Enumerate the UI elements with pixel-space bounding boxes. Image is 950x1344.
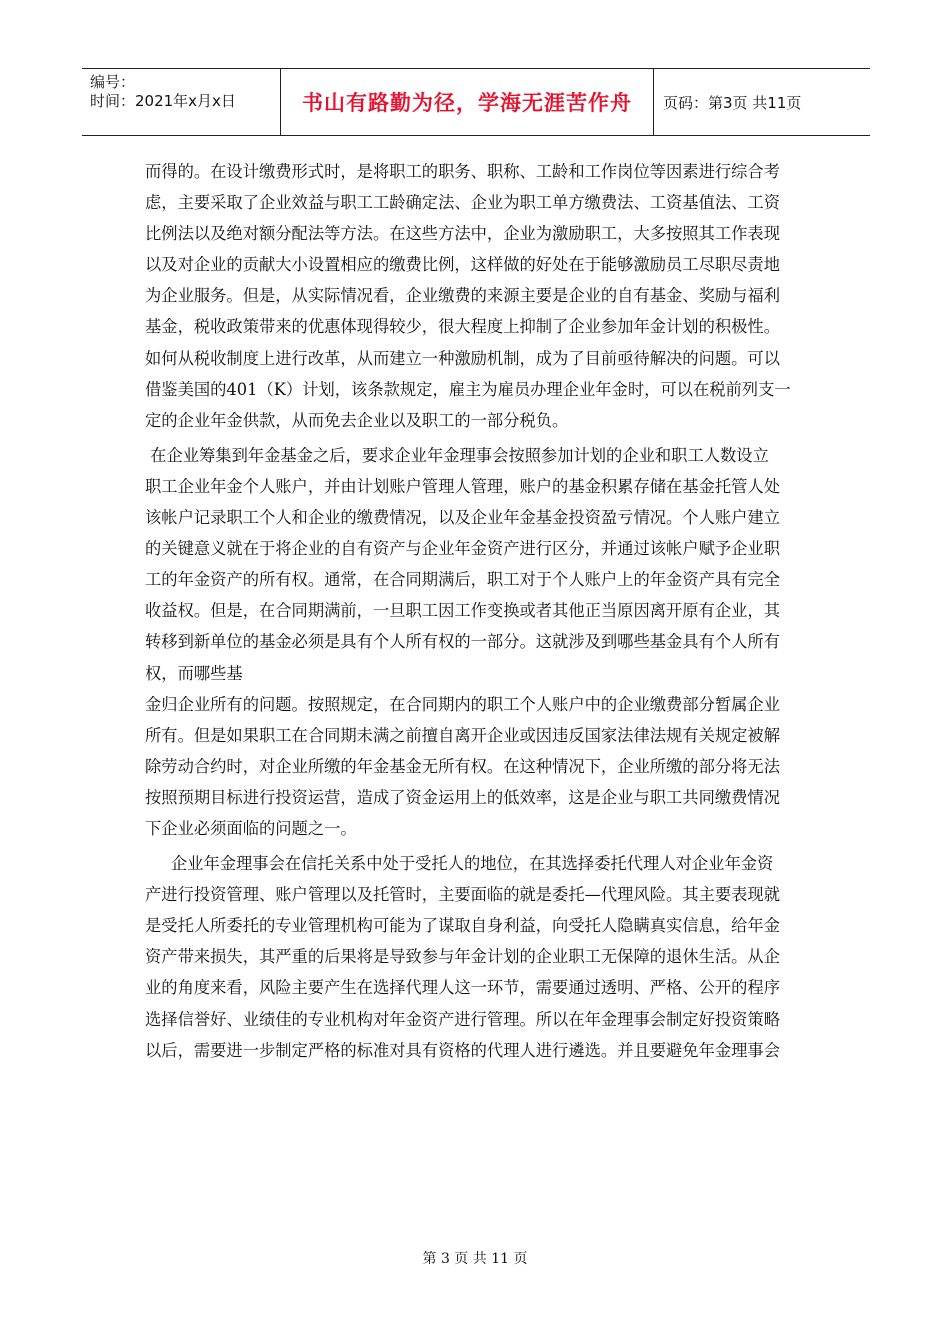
- text-line: 的关键意义就在于将企业的自有资产与企业年金资产进行区分，并通过该帐户赋予企业职: [145, 539, 780, 559]
- text-line: 业的角度来看，风险主要产生在选择代理人这一环节，需要通过透明、严格、公开的程序: [145, 978, 780, 998]
- text-line: 以及对企业的贡献大小设置相应的缴费比例，这样做的好处在于能够激励员工尽职尽责地: [145, 255, 780, 275]
- text-line: 虑，主要采取了企业效益与职工工龄确定法、企业为职工单方缴费法、工资基值法、工资: [145, 193, 780, 213]
- page-footer: 第 3 页 共 11 页: [422, 1251, 528, 1267]
- text-line: 按照预期目标进行投资运营，造成了资金运用上的低效率，这是企业与职工共同缴费情况: [145, 787, 780, 807]
- text-line: 基金，税收政策带来的优惠体现得较少，很大程度上抑制了企业参加年金计划的积极性。: [145, 317, 780, 337]
- page-info: 页码：第3页 共11页: [663, 93, 802, 112]
- text-line: 金归企业所有的问题。按照规定，在合同期内的职工个人账户中的企业缴费部分暂属企业: [145, 694, 780, 714]
- text-line: 职工企业年金个人账户，并由计划账户管理人管理，账户的基金积累存储在基金托管人处: [145, 476, 780, 496]
- motto: 书山有路勤为径，学海无涯苦作舟: [281, 69, 654, 135]
- header-table: [82, 68, 870, 136]
- text-line: 是受托人所委托的专业管理机构可能为了谋取自身利益，向受托人隐瞒真实信息，给年金: [145, 916, 780, 936]
- text-line: 而得的。在设计缴费形式时，是将职工的职务、职称、工龄和工作岗位等因素进行综合考: [145, 162, 780, 181]
- text-line: 借鉴美国的401（K）计划，该条款规定，雇主为雇员办理企业年金时，可以在税前列支一: [145, 379, 791, 399]
- document-body: [145, 156, 810, 1066]
- text-line: 以后，需要进一步制定严格的标准对具有资格的代理人进行遴选。并且要避免年金理事会: [145, 1040, 780, 1060]
- text-line: 资产带来损失，其严重的后果将是导致参与年金计划的企业职工无保障的退休生活。从企: [145, 947, 780, 967]
- number-label: 编号：: [90, 73, 136, 91]
- text-line: 产进行投资管理、账户管理以及托管时，主要面临的就是委托—代理风险。其主要表现就: [145, 885, 780, 905]
- text-line: 比例法以及绝对额分配法等方法。在这些方法中，企业为激励职工，大多按照其工作表现: [145, 224, 780, 244]
- text-line: 该帐户记录职工个人和企业的缴费情况，以及企业年金基金投资盈亏情况。个人账户建立: [145, 508, 780, 528]
- text-line: 权，而哪些基: [145, 663, 243, 683]
- text-line: 如何从税收制度上进行改革，从而建立一种激励机制，成为了目前亟待解决的问题。可以: [145, 348, 780, 368]
- text-line: 下企业必须面临的问题之一。: [145, 818, 357, 838]
- text-line: 所有。但是如果职工在合同期未满之前擅自离开企业或因违反国家法律法规有关规定被解: [145, 725, 780, 745]
- date-line: 时间：2021年x月x日: [90, 92, 236, 110]
- text-line: 为企业服务。但是，从实际情况看，企业缴费的来源主要是企业的自有基金、奖励与福利: [145, 286, 780, 306]
- text-line: 定的企业年金供款，从而免去企业以及职工的一部分税负。: [145, 410, 569, 430]
- text-line: 工的年金资产的所有权。通常，在合同期满后，职工对于个人账户上的年金资产具有完全: [145, 570, 780, 590]
- header-left-cell: [82, 69, 281, 135]
- text-line: 转移到新单位的基金必须是具有个人所有权的一部分。这就涉及到哪些基金具有个人所有: [145, 632, 780, 652]
- text-line: 收益权。但是，在合同期满前，一旦职工因工作变换或者其他正当原因离开原有企业，其: [145, 601, 780, 621]
- text-line: 除劳动合约时，对企业所缴的年金基金无所有权。在这种情况下，企业所缴的部分将无法: [145, 756, 780, 776]
- text-line: 在企业筹集到年金基金之后，要求企业年金理事会按照参加计划的企业和职工人数设立: [145, 445, 769, 465]
- text-line: 选择信誉好、业绩佳的专业机构对年金资产进行管理。所以在年金理事会制定好投资策略: [145, 1009, 780, 1029]
- text-line: 企业年金理事会在信托关系中处于受托人的地位，在其选择委托代理人对企业年金资: [145, 854, 774, 874]
